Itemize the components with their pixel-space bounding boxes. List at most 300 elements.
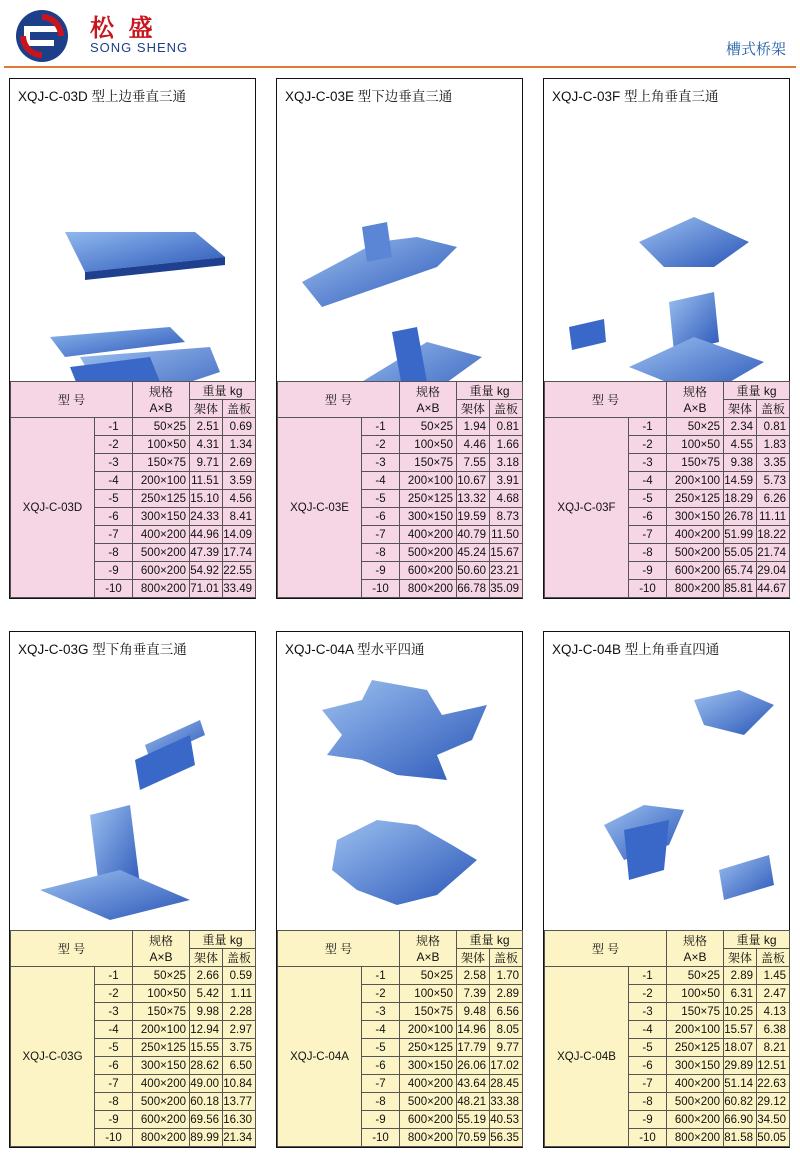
cover-weight-cell: 18.22 [757, 526, 790, 544]
suffix-cell: -6 [95, 508, 133, 526]
frame-weight-cell: 24.33 [190, 508, 223, 526]
cover-weight-cell: 3.75 [223, 1039, 256, 1057]
cover-weight-cell: 29.12 [757, 1093, 790, 1111]
frame-weight-cell: 15.10 [190, 490, 223, 508]
frame-weight-cell: 6.31 [724, 985, 757, 1003]
suffix-cell: -7 [95, 1075, 133, 1093]
spec-cell: 400×200 [133, 1075, 190, 1093]
suffix-cell: -2 [362, 985, 400, 1003]
suffix-cell: -6 [95, 1057, 133, 1075]
cover-weight-cell: 6.26 [757, 490, 790, 508]
suffix-cell: -8 [629, 544, 667, 562]
table-row [545, 967, 790, 985]
spec-cell: 150×75 [133, 454, 190, 472]
spec-cell: 100×50 [667, 436, 724, 454]
spec-cell: 500×200 [667, 544, 724, 562]
frame-weight-cell: 65.74 [724, 562, 757, 580]
panel-title: XQJ-C-04B 型上角垂直四通 [552, 642, 720, 657]
weight-header: 重量 kg [457, 382, 523, 400]
spec-cell: 400×200 [667, 526, 724, 544]
frame-header: 架体 [724, 400, 757, 418]
frame-weight-cell: 54.92 [190, 562, 223, 580]
model-cell: XQJ-C-03E [278, 418, 362, 598]
suffix-cell: -7 [629, 526, 667, 544]
type-header: 型 号 [11, 931, 133, 967]
spec-cell: 200×100 [400, 1021, 457, 1039]
weight-header: 重量 kg [457, 931, 523, 949]
suffix-cell: -9 [629, 1111, 667, 1129]
spec-header: 规格 A×B [400, 931, 457, 967]
frame-header: 架体 [724, 949, 757, 967]
spec-cell: 800×200 [667, 580, 724, 598]
spec-header: 规格 A×B [667, 382, 724, 418]
cover-weight-cell: 1.45 [757, 967, 790, 985]
cover-weight-cell: 14.09 [223, 526, 256, 544]
panel-title: XQJ-C-03D 型上边垂直三通 [18, 89, 187, 104]
weight-header: 重量 kg [724, 382, 790, 400]
frame-weight-cell: 51.99 [724, 526, 757, 544]
type-header: 型 号 [545, 382, 667, 418]
frame-weight-cell: 18.07 [724, 1039, 757, 1057]
cover-weight-cell: 23.21 [490, 562, 523, 580]
cover-weight-cell: 35.09 [490, 580, 523, 598]
spec-cell: 50×25 [133, 418, 190, 436]
suffix-cell: -10 [95, 580, 133, 598]
frame-header: 架体 [457, 400, 490, 418]
suffix-cell: -3 [629, 1003, 667, 1021]
model-cell: XQJ-C-03G [11, 967, 95, 1147]
cover-weight-cell: 29.04 [757, 562, 790, 580]
model-cell: XQJ-C-04B [545, 967, 629, 1147]
spec-table [277, 381, 523, 598]
frame-weight-cell: 2.89 [724, 967, 757, 985]
suffix-cell: -6 [629, 508, 667, 526]
frame-weight-cell: 89.99 [190, 1129, 223, 1147]
spec-cell: 600×200 [133, 1111, 190, 1129]
spec-cell: 500×200 [400, 1093, 457, 1111]
suffix-cell: -10 [629, 580, 667, 598]
frame-weight-cell: 7.39 [457, 985, 490, 1003]
spec-table [10, 930, 256, 1147]
spec-cell: 50×25 [667, 967, 724, 985]
cover-weight-cell: 8.41 [223, 508, 256, 526]
suffix-cell: -4 [95, 1021, 133, 1039]
spec-cell: 800×200 [400, 580, 457, 598]
cover-weight-cell: 1.34 [223, 436, 256, 454]
table-row [11, 967, 256, 985]
spec-cell: 400×200 [400, 526, 457, 544]
suffix-cell: -9 [95, 562, 133, 580]
spec-cell: 300×150 [133, 508, 190, 526]
cover-weight-cell: 2.97 [223, 1021, 256, 1039]
frame-weight-cell: 69.56 [190, 1111, 223, 1129]
suffix-cell: -1 [629, 967, 667, 985]
frame-weight-cell: 45.24 [457, 544, 490, 562]
spec-header: 规格 A×B [133, 382, 190, 418]
cover-weight-cell: 17.02 [490, 1057, 523, 1075]
frame-weight-cell: 14.59 [724, 472, 757, 490]
spec-cell: 200×100 [400, 472, 457, 490]
cover-weight-cell: 2.69 [223, 454, 256, 472]
product-panel-5 [276, 631, 523, 1148]
brand-name-en: SONG SHENG [90, 40, 189, 55]
cover-weight-cell: 10.84 [223, 1075, 256, 1093]
frame-weight-cell: 12.94 [190, 1021, 223, 1039]
spec-cell: 200×100 [133, 472, 190, 490]
panel-title: XQJ-C-03E 型下边垂直三通 [285, 89, 453, 104]
spec-cell: 800×200 [133, 580, 190, 598]
suffix-cell: -4 [362, 472, 400, 490]
frame-weight-cell: 9.38 [724, 454, 757, 472]
suffix-cell: -6 [362, 1057, 400, 1075]
spec-cell: 400×200 [133, 526, 190, 544]
frame-weight-cell: 26.06 [457, 1057, 490, 1075]
frame-weight-cell: 4.31 [190, 436, 223, 454]
frame-weight-cell: 5.42 [190, 985, 223, 1003]
spec-cell: 250×125 [400, 490, 457, 508]
suffix-cell: -8 [95, 1093, 133, 1111]
product-illustration [10, 107, 255, 402]
frame-weight-cell: 9.71 [190, 454, 223, 472]
cover-weight-cell: 3.91 [490, 472, 523, 490]
suffix-cell: -10 [629, 1129, 667, 1147]
frame-weight-cell: 43.64 [457, 1075, 490, 1093]
cover-weight-cell: 1.83 [757, 436, 790, 454]
cover-header: 盖板 [757, 949, 790, 967]
cover-weight-cell: 40.53 [490, 1111, 523, 1129]
frame-weight-cell: 28.62 [190, 1057, 223, 1075]
frame-weight-cell: 60.82 [724, 1093, 757, 1111]
cover-weight-cell: 22.63 [757, 1075, 790, 1093]
spec-cell: 600×200 [400, 1111, 457, 1129]
spec-cell: 150×75 [400, 1003, 457, 1021]
frame-weight-cell: 48.21 [457, 1093, 490, 1111]
suffix-cell: -1 [362, 967, 400, 985]
suffix-cell: -3 [95, 1003, 133, 1021]
spec-cell: 400×200 [667, 1075, 724, 1093]
cover-weight-cell: 2.89 [490, 985, 523, 1003]
frame-header: 架体 [190, 400, 223, 418]
frame-weight-cell: 60.18 [190, 1093, 223, 1111]
suffix-cell: -10 [362, 580, 400, 598]
product-panel-3 [543, 78, 790, 599]
frame-weight-cell: 55.05 [724, 544, 757, 562]
frame-weight-cell: 11.51 [190, 472, 223, 490]
product-illustration [544, 107, 789, 402]
frame-weight-cell: 9.48 [457, 1003, 490, 1021]
frame-weight-cell: 13.32 [457, 490, 490, 508]
frame-weight-cell: 14.96 [457, 1021, 490, 1039]
suffix-cell: -7 [629, 1075, 667, 1093]
spec-cell: 500×200 [667, 1093, 724, 1111]
frame-weight-cell: 15.55 [190, 1039, 223, 1057]
cover-weight-cell: 1.11 [223, 985, 256, 1003]
cover-weight-cell: 33.38 [490, 1093, 523, 1111]
cover-weight-cell: 3.59 [223, 472, 256, 490]
tray-illustration-icon [544, 660, 789, 950]
suffix-cell: -1 [629, 418, 667, 436]
cover-weight-cell: 15.67 [490, 544, 523, 562]
frame-weight-cell: 55.19 [457, 1111, 490, 1129]
panel-title: XQJ-C-03G 型下角垂直三通 [18, 642, 187, 657]
spec-table [10, 381, 256, 598]
spec-header: 规格 A×B [667, 931, 724, 967]
spec-cell: 600×200 [667, 1111, 724, 1129]
cover-weight-cell: 44.67 [757, 580, 790, 598]
panel-title: XQJ-C-04A 型水平四通 [285, 642, 425, 657]
cover-weight-cell: 21.34 [223, 1129, 256, 1147]
cover-weight-cell: 1.70 [490, 967, 523, 985]
suffix-cell: -4 [629, 472, 667, 490]
product-panel-2 [276, 78, 523, 599]
cover-weight-cell: 8.73 [490, 508, 523, 526]
frame-weight-cell: 49.00 [190, 1075, 223, 1093]
table-row [278, 967, 523, 985]
cover-weight-cell: 1.66 [490, 436, 523, 454]
spec-cell: 50×25 [133, 967, 190, 985]
cover-weight-cell: 34.50 [757, 1111, 790, 1129]
suffix-cell: -5 [362, 1039, 400, 1057]
cover-weight-cell: 33.49 [223, 580, 256, 598]
cover-header: 盖板 [223, 400, 256, 418]
suffix-cell: -5 [629, 1039, 667, 1057]
suffix-cell: -6 [362, 508, 400, 526]
spec-cell: 150×75 [667, 1003, 724, 1021]
cover-weight-cell: 3.35 [757, 454, 790, 472]
spec-cell: 800×200 [133, 1129, 190, 1147]
cover-weight-cell: 16.30 [223, 1111, 256, 1129]
cover-header: 盖板 [490, 400, 523, 418]
frame-weight-cell: 19.59 [457, 508, 490, 526]
suffix-cell: -5 [95, 1039, 133, 1057]
spec-cell: 800×200 [400, 1129, 457, 1147]
spec-cell: 50×25 [400, 967, 457, 985]
type-header: 型 号 [545, 931, 667, 967]
logo-icon [14, 8, 70, 64]
frame-weight-cell: 4.46 [457, 436, 490, 454]
weight-header: 重量 kg [190, 931, 256, 949]
spec-cell: 100×50 [667, 985, 724, 1003]
spec-cell: 100×50 [133, 985, 190, 1003]
spec-cell: 250×125 [667, 490, 724, 508]
cover-header: 盖板 [757, 400, 790, 418]
cover-weight-cell: 6.56 [490, 1003, 523, 1021]
weight-header: 重量 kg [190, 382, 256, 400]
suffix-cell: -1 [362, 418, 400, 436]
cover-weight-cell: 11.11 [757, 508, 790, 526]
product-panel-1 [9, 78, 256, 599]
suffix-cell: -2 [362, 436, 400, 454]
spec-cell: 50×25 [667, 418, 724, 436]
spec-cell: 200×100 [133, 1021, 190, 1039]
spec-cell: 200×100 [667, 472, 724, 490]
suffix-cell: -3 [362, 1003, 400, 1021]
frame-weight-cell: 50.60 [457, 562, 490, 580]
type-header: 型 号 [11, 382, 133, 418]
suffix-cell: -9 [95, 1111, 133, 1129]
suffix-cell: -7 [95, 526, 133, 544]
tray-illustration-icon [544, 107, 789, 397]
suffix-cell: -6 [629, 1057, 667, 1075]
suffix-cell: -9 [629, 562, 667, 580]
spec-cell: 100×50 [400, 436, 457, 454]
cover-weight-cell: 6.38 [757, 1021, 790, 1039]
suffix-cell: -1 [95, 418, 133, 436]
suffix-cell: -2 [95, 985, 133, 1003]
cover-weight-cell: 0.69 [223, 418, 256, 436]
product-illustration [277, 660, 522, 955]
spec-cell: 150×75 [133, 1003, 190, 1021]
spec-cell: 250×125 [667, 1039, 724, 1057]
cover-weight-cell: 0.59 [223, 967, 256, 985]
spec-table [544, 381, 790, 598]
cover-weight-cell: 50.05 [757, 1129, 790, 1147]
panel-title: XQJ-C-03F 型上角垂直三通 [552, 89, 719, 104]
suffix-cell: -2 [95, 436, 133, 454]
brand-name-cn: 松 盛 [90, 15, 157, 42]
product-illustration [10, 660, 255, 955]
suffix-cell: -5 [629, 490, 667, 508]
header-divider [4, 66, 796, 68]
cover-weight-cell: 3.18 [490, 454, 523, 472]
suffix-cell: -1 [95, 967, 133, 985]
suffix-cell: -9 [362, 562, 400, 580]
cover-weight-cell: 8.21 [757, 1039, 790, 1057]
frame-weight-cell: 10.25 [724, 1003, 757, 1021]
spec-cell: 500×200 [400, 544, 457, 562]
frame-weight-cell: 70.59 [457, 1129, 490, 1147]
frame-weight-cell: 85.81 [724, 580, 757, 598]
type-header: 型 号 [278, 382, 400, 418]
frame-weight-cell: 66.90 [724, 1111, 757, 1129]
frame-weight-cell: 17.79 [457, 1039, 490, 1057]
suffix-cell: -10 [362, 1129, 400, 1147]
spec-cell: 50×25 [400, 418, 457, 436]
category-title: 槽式桥架 [725, 41, 786, 58]
cover-weight-cell: 4.13 [757, 1003, 790, 1021]
frame-weight-cell: 29.89 [724, 1057, 757, 1075]
spec-cell: 200×100 [667, 1021, 724, 1039]
cover-weight-cell: 11.50 [490, 526, 523, 544]
suffix-cell: -8 [629, 1093, 667, 1111]
spec-cell: 100×50 [133, 436, 190, 454]
suffix-cell: -3 [629, 454, 667, 472]
frame-weight-cell: 2.66 [190, 967, 223, 985]
spec-cell: 300×150 [667, 1057, 724, 1075]
cover-weight-cell: 4.68 [490, 490, 523, 508]
suffix-cell: -10 [95, 1129, 133, 1147]
cover-header: 盖板 [490, 949, 523, 967]
cover-weight-cell: 9.77 [490, 1039, 523, 1057]
table-row [545, 418, 790, 436]
model-cell: XQJ-C-03F [545, 418, 629, 598]
table-row [278, 418, 523, 436]
frame-weight-cell: 4.55 [724, 436, 757, 454]
weight-header: 重量 kg [724, 931, 790, 949]
spec-cell: 300×150 [400, 508, 457, 526]
suffix-cell: -4 [95, 472, 133, 490]
cover-weight-cell: 12.51 [757, 1057, 790, 1075]
spec-header: 规格 A×B [133, 931, 190, 967]
spec-cell: 600×200 [400, 562, 457, 580]
frame-weight-cell: 71.01 [190, 580, 223, 598]
suffix-cell: -5 [362, 490, 400, 508]
tray-illustration-icon [10, 107, 255, 397]
cover-weight-cell: 28.45 [490, 1075, 523, 1093]
page-header [0, 0, 800, 70]
suffix-cell: -8 [362, 1093, 400, 1111]
suffix-cell: -8 [95, 544, 133, 562]
suffix-cell: -5 [95, 490, 133, 508]
frame-weight-cell: 2.51 [190, 418, 223, 436]
frame-weight-cell: 26.78 [724, 508, 757, 526]
frame-weight-cell: 2.34 [724, 418, 757, 436]
cover-weight-cell: 21.74 [757, 544, 790, 562]
spec-cell: 500×200 [133, 1093, 190, 1111]
cover-weight-cell: 56.35 [490, 1129, 523, 1147]
cover-weight-cell: 0.81 [490, 418, 523, 436]
spec-cell: 300×150 [400, 1057, 457, 1075]
frame-header: 架体 [190, 949, 223, 967]
spec-header: 规格 A×B [400, 382, 457, 418]
spec-cell: 600×200 [133, 562, 190, 580]
cover-weight-cell: 2.47 [757, 985, 790, 1003]
tray-illustration-icon [277, 660, 522, 950]
frame-weight-cell: 44.96 [190, 526, 223, 544]
suffix-cell: -3 [95, 454, 133, 472]
frame-weight-cell: 47.39 [190, 544, 223, 562]
frame-weight-cell: 1.94 [457, 418, 490, 436]
cover-header: 盖板 [223, 949, 256, 967]
spec-cell: 300×150 [133, 1057, 190, 1075]
suffix-cell: -4 [362, 1021, 400, 1039]
suffix-cell: -9 [362, 1111, 400, 1129]
product-panel-4 [9, 631, 256, 1148]
frame-weight-cell: 66.78 [457, 580, 490, 598]
product-panel-6 [543, 631, 790, 1148]
suffix-cell: -7 [362, 526, 400, 544]
frame-weight-cell: 7.55 [457, 454, 490, 472]
spec-cell: 800×200 [667, 1129, 724, 1147]
cover-weight-cell: 13.77 [223, 1093, 256, 1111]
frame-weight-cell: 15.57 [724, 1021, 757, 1039]
product-illustration [544, 660, 789, 955]
spec-cell: 150×75 [667, 454, 724, 472]
spec-cell: 250×125 [133, 490, 190, 508]
spec-cell: 250×125 [400, 1039, 457, 1057]
frame-weight-cell: 40.79 [457, 526, 490, 544]
frame-weight-cell: 2.58 [457, 967, 490, 985]
suffix-cell: -2 [629, 436, 667, 454]
spec-cell: 400×200 [400, 1075, 457, 1093]
tray-illustration-icon [277, 107, 522, 397]
spec-cell: 300×150 [667, 508, 724, 526]
cover-weight-cell: 4.56 [223, 490, 256, 508]
frame-weight-cell: 10.67 [457, 472, 490, 490]
product-illustration [277, 107, 522, 402]
cover-weight-cell: 6.50 [223, 1057, 256, 1075]
spec-table [277, 930, 523, 1147]
suffix-cell: -8 [362, 544, 400, 562]
cover-weight-cell: 8.05 [490, 1021, 523, 1039]
frame-weight-cell: 51.14 [724, 1075, 757, 1093]
table-row [11, 418, 256, 436]
cover-weight-cell: 22.55 [223, 562, 256, 580]
suffix-cell: -7 [362, 1075, 400, 1093]
cover-weight-cell: 5.73 [757, 472, 790, 490]
spec-cell: 100×50 [400, 985, 457, 1003]
cover-weight-cell: 2.28 [223, 1003, 256, 1021]
